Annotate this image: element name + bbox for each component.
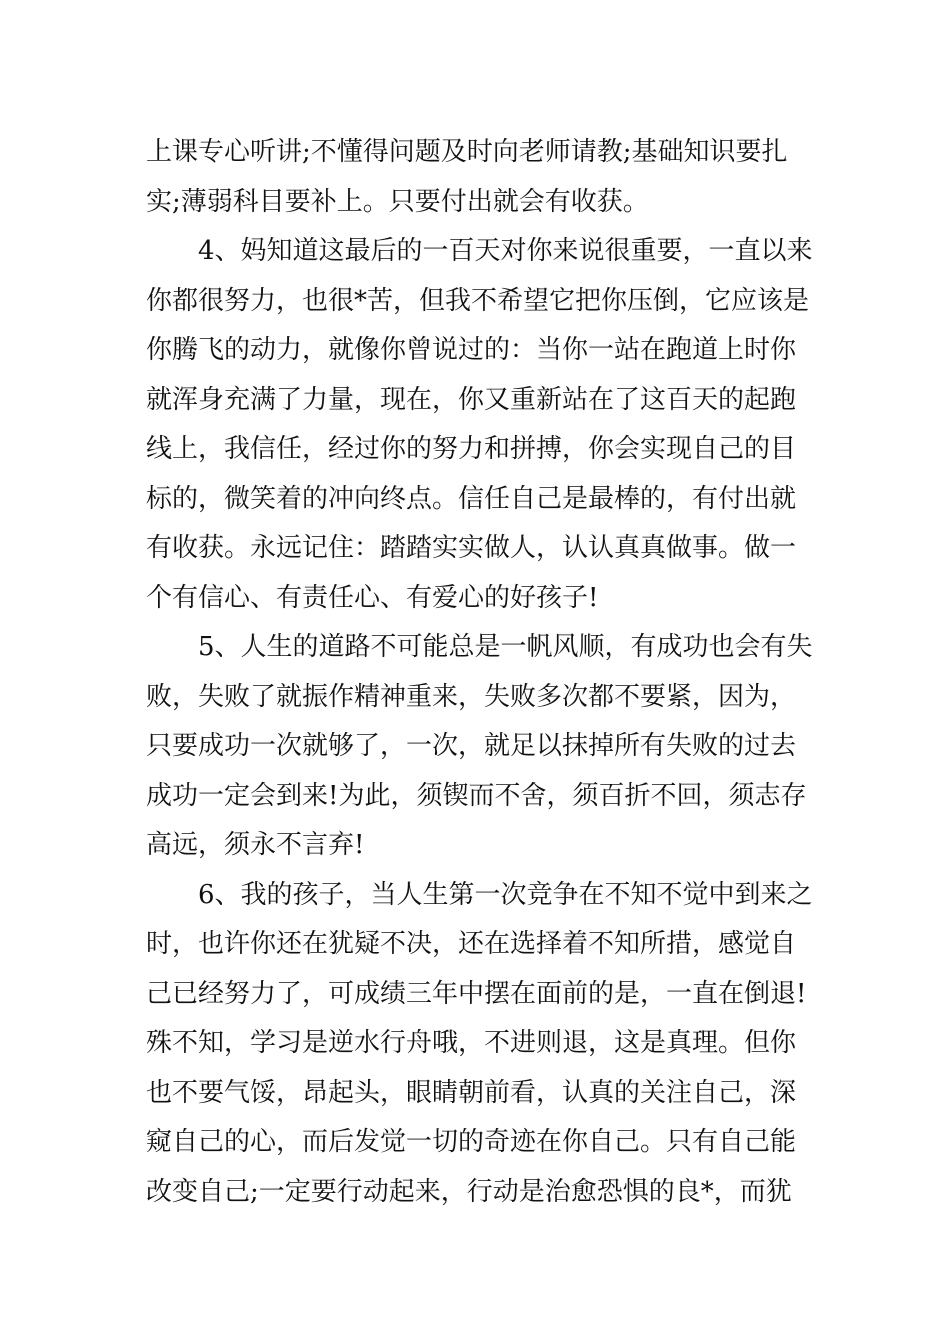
document-body bbox=[146, 128, 813, 1217]
text-line: 也不要气馁，昂起头，眼睛朝前看，认真的关注自己，深 bbox=[146, 1077, 797, 1108]
text-line: 标的，微笑着的冲向终点。信任自己是最棒的，有付出就 bbox=[146, 483, 797, 514]
text-line: 成功一定会到来!为此，须锲而不舍，须百折不回，须志存 bbox=[146, 780, 807, 811]
text-line: 只要成功一次就够了，一次，就足以抹掉所有失败的过去 bbox=[146, 731, 797, 761]
text-line: 实;薄弱科目要补上。只要付出就会有收获。 bbox=[146, 186, 649, 217]
text-line: 殊不知，学习是逆水行舟哦，不进则退，这是真理。但你 bbox=[146, 1028, 797, 1058]
text-line: 有收获。永远记住：踏踏实实做人，认认真真做事。做一 bbox=[146, 533, 797, 563]
text-line: 改变自己;一定要行动起来，行动是治愈恐惧的良*，而犹 bbox=[146, 1176, 792, 1207]
text-line: 你腾飞的动力，就像你曾说过的：当你一站在跑道上时你 bbox=[146, 335, 797, 365]
text-line: 线上，我信任，经过你的努力和拼搏，你会实现自己的目 bbox=[146, 434, 797, 464]
text-line: 5、人生的道路不可能总是一帆风顺，有成功也会有失 bbox=[198, 632, 813, 662]
text-line: 就浑身充满了力量，现在，你又重新站在了这百天的起跑 bbox=[146, 384, 797, 415]
text-line: 己已经努力了，可成绩三年中摆在面前的是，一直在倒退! bbox=[146, 978, 807, 1009]
text-line: 上课专心听讲;不懂得问题及时向老师请教;基础知识要扎 bbox=[146, 137, 788, 167]
text-line: 败，失败了就振作精神重来，失败多次都不要紧，因为， bbox=[146, 681, 797, 712]
text-line: 窥自己的心，而后发觉一切的奇迹在你自己。只有自己能 bbox=[146, 1127, 797, 1157]
text-line: 时，也许你还在犹疑不决，还在选择着不知所措，感觉自 bbox=[146, 929, 797, 959]
text-line: 高远，须永不言弃! bbox=[146, 830, 365, 860]
text-line: 个有信心、有责任心、有爱心的好孩子! bbox=[146, 582, 599, 613]
text-line: 6、我的孩子，当人生第一次竞争在不知不觉中到来之 bbox=[198, 879, 813, 910]
text-line: 你都很努力，也很*苦，但我不希望它把你压倒，它应该是 bbox=[146, 285, 810, 316]
text-line: 4、妈知道这最后的一百天对你来说很重要，一直以来 bbox=[198, 236, 813, 266]
